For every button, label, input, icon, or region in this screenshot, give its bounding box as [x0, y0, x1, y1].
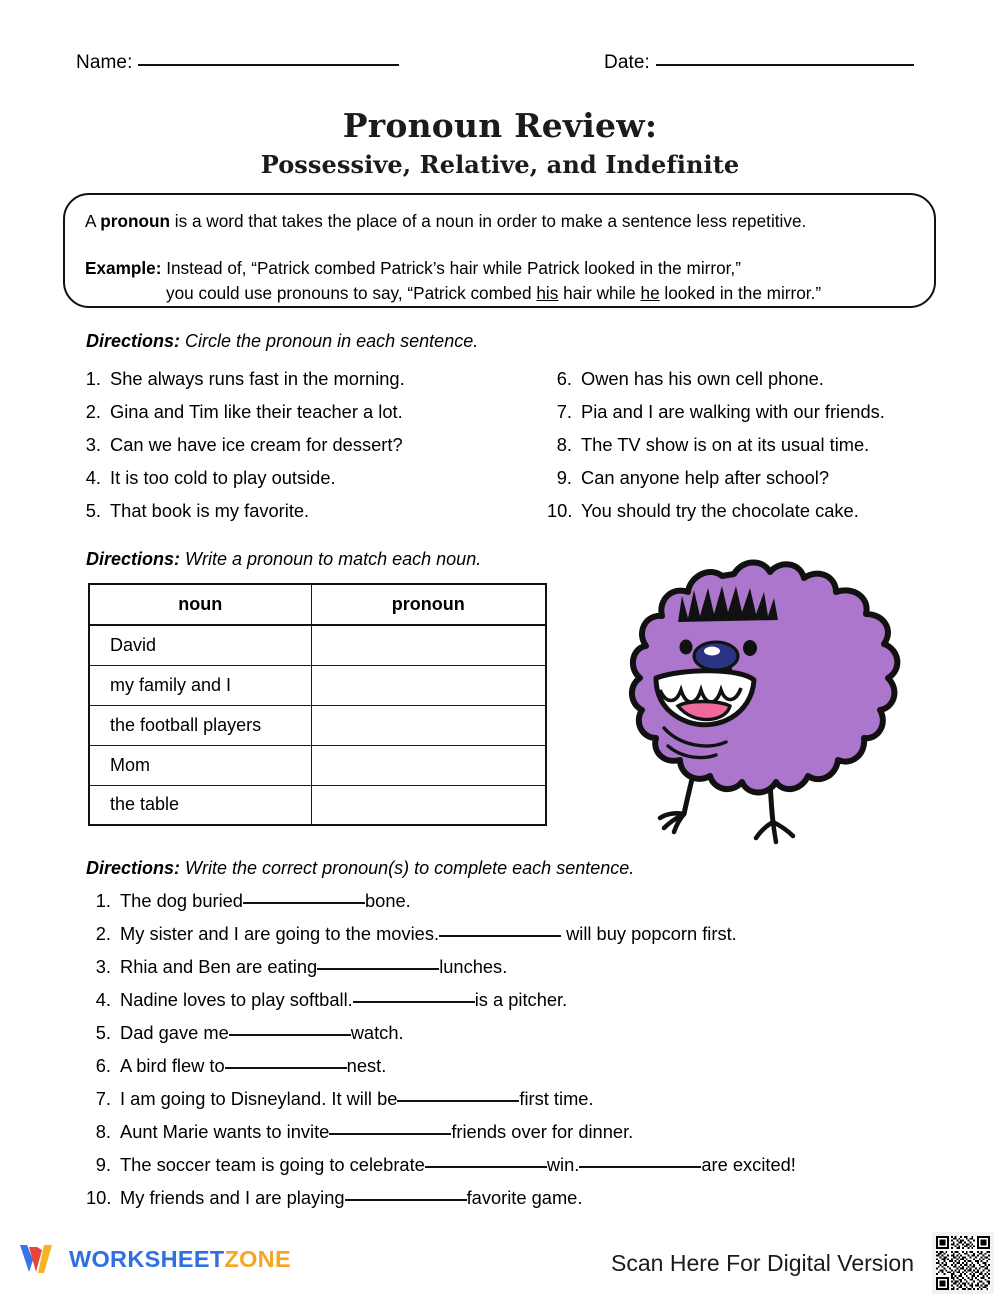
- item-text: She always runs fast in the morning.: [110, 368, 405, 389]
- cell-pronoun-answer[interactable]: [311, 785, 546, 825]
- directions-exercise-1: [86, 331, 478, 352]
- date-label: Date:: [604, 52, 650, 73]
- table-row: [89, 625, 546, 665]
- item-number: 2.: [95, 923, 111, 944]
- item-text: Gina and Tim like their teacher a lot.: [110, 401, 403, 422]
- item-number: 4.: [85, 467, 101, 488]
- item-text-part: will buy popcorn first.: [566, 923, 737, 944]
- item-number: 8.: [556, 434, 572, 455]
- item-text-part: Aunt Marie wants to invite: [120, 1121, 330, 1142]
- monster-eye-right: [743, 640, 757, 656]
- logo-word-zone: ZONE: [224, 1245, 291, 1272]
- cell-pronoun-answer[interactable]: [311, 745, 546, 785]
- item-number: 10.: [86, 1187, 112, 1208]
- example-line2-b: hair while: [558, 282, 641, 303]
- fill-in-item[interactable]: [86, 1022, 1000, 1055]
- list-item[interactable]: [76, 434, 546, 467]
- list-item[interactable]: [76, 500, 546, 533]
- item-text-part: are excited!: [701, 1154, 796, 1175]
- page-title: Pronoun Review:: [342, 106, 658, 145]
- cell-noun: the football players: [89, 705, 311, 745]
- fill-in-item[interactable]: [86, 1088, 1000, 1121]
- cell-noun: my family and I: [89, 665, 311, 705]
- answer-blank[interactable]: [425, 1166, 547, 1168]
- item-text: Can we have ice cream for dessert?: [110, 434, 403, 455]
- list-item[interactable]: [547, 434, 987, 467]
- qr-code[interactable]: [932, 1232, 994, 1294]
- item-text-part: friends over for dinner.: [451, 1121, 634, 1142]
- directions-text-2: Write a pronoun to match each noun.: [180, 549, 482, 569]
- example-pronoun-he: he: [640, 282, 660, 303]
- item-number: 3.: [85, 434, 101, 455]
- monster-nose-highlight: [704, 647, 720, 656]
- item-text-part: The dog buried: [120, 890, 243, 911]
- logo-wordmark: [69, 1246, 291, 1273]
- exercise-3-list: [0, 890, 1000, 1220]
- table-header-row: [89, 584, 546, 625]
- item-text-part: is a pitcher.: [474, 989, 568, 1010]
- fill-in-item[interactable]: [86, 1121, 1000, 1154]
- name-field[interactable]: [76, 52, 399, 74]
- item-text-part: win.: [546, 1154, 580, 1175]
- answer-blank[interactable]: [329, 1133, 451, 1135]
- directions-label-2: Directions:: [86, 549, 181, 569]
- definition-text-a: A: [85, 211, 101, 231]
- fill-in-item[interactable]: [86, 890, 1000, 923]
- item-text-part: Dad gave me: [120, 1022, 229, 1043]
- logo-word-worksheet: WORKSHEET: [69, 1245, 225, 1272]
- item-text: It is too cold to play outside.: [110, 467, 336, 488]
- item-text: Can anyone help after school?: [581, 467, 829, 488]
- answer-blank[interactable]: [397, 1100, 519, 1102]
- fill-in-item[interactable]: [86, 1055, 1000, 1088]
- page-footer: [0, 1232, 1000, 1294]
- name-write-line[interactable]: [138, 64, 399, 66]
- cell-noun: David: [89, 625, 311, 665]
- list-item[interactable]: [76, 467, 546, 500]
- directions-exercise-3: [86, 858, 634, 879]
- example-line2-a: you could use pronouns to say, “Patrick combed: [166, 282, 537, 303]
- list-item[interactable]: [547, 368, 987, 401]
- cell-pronoun-answer[interactable]: [311, 705, 546, 745]
- item-number: 9.: [556, 467, 572, 488]
- example-label: Example:: [85, 258, 162, 279]
- item-number: 7.: [95, 1088, 111, 1109]
- table-row: [89, 785, 546, 825]
- fill-in-item[interactable]: [86, 923, 1000, 956]
- item-text-part: A bird flew to: [120, 1055, 225, 1076]
- cell-pronoun-answer[interactable]: [311, 665, 546, 705]
- item-text-part: bone.: [364, 890, 411, 911]
- noun-pronoun-table: [88, 583, 547, 826]
- item-text-part: The soccer team is going to celebrate: [120, 1154, 425, 1175]
- date-field[interactable]: [604, 52, 914, 74]
- directions-label-1: Directions:: [86, 331, 181, 351]
- definition-keyword: pronoun: [100, 211, 170, 231]
- column-header-noun: noun: [89, 584, 311, 625]
- item-number: 3.: [95, 956, 111, 977]
- directions-text-1: Circle the pronoun in each sentence.: [180, 331, 479, 351]
- worksheet-zone-logo[interactable]: [18, 1242, 291, 1276]
- definition-text-b: is a word that takes the place of a noun in order to make a sentence less repetitive.: [169, 211, 807, 231]
- definition-box: [63, 193, 936, 308]
- item-text-part: watch.: [350, 1022, 404, 1043]
- list-item[interactable]: [547, 467, 987, 500]
- header-fields: [0, 52, 1000, 86]
- monster-nose: [694, 642, 738, 670]
- fill-in-item[interactable]: [86, 989, 1000, 1022]
- item-number: 2.: [85, 401, 101, 422]
- item-text-part: first time.: [519, 1088, 594, 1109]
- cell-noun: Mom: [89, 745, 311, 785]
- answer-blank[interactable]: [439, 935, 561, 937]
- item-number: 10.: [547, 500, 573, 521]
- item-number: 7.: [556, 401, 572, 422]
- purple-monster-illustration: [622, 556, 902, 846]
- fill-in-item[interactable]: [86, 1187, 1000, 1220]
- answer-blank[interactable]: [345, 1199, 467, 1201]
- list-item[interactable]: [547, 500, 987, 533]
- item-number: 6.: [556, 368, 572, 389]
- exercise-1-right-column: [547, 368, 987, 533]
- cell-noun: the table: [89, 785, 311, 825]
- example-line1-text: Instead of, “Patrick combed Patrick’s hair while Patrick looked in the mirror,”: [161, 258, 741, 279]
- definition-example: [85, 256, 914, 305]
- item-text-part: Nadine loves to play softball.: [120, 989, 353, 1010]
- fill-in-item[interactable]: [86, 956, 1000, 989]
- list-item[interactable]: [76, 401, 546, 434]
- answer-blank[interactable]: [229, 1034, 351, 1036]
- directions-label-3: Directions:: [86, 858, 181, 878]
- example-pronoun-his: his: [536, 282, 559, 303]
- fill-in-item[interactable]: [86, 1154, 1000, 1187]
- item-number: 5.: [85, 500, 101, 521]
- w-logo-icon: [18, 1242, 60, 1276]
- example-line-1: [85, 256, 914, 280]
- item-number: 4.: [95, 989, 111, 1010]
- item-text: The TV show is on at its usual time.: [581, 434, 870, 455]
- answer-blank[interactable]: [353, 1001, 475, 1003]
- item-number: 6.: [95, 1055, 111, 1076]
- item-text-part: lunches.: [439, 956, 508, 977]
- column-header-pronoun: pronoun: [311, 584, 546, 625]
- table-row: [89, 705, 546, 745]
- item-text-part: favorite game.: [466, 1187, 583, 1208]
- definition-sentence: [85, 209, 914, 233]
- item-text: Owen has his own cell phone.: [581, 368, 824, 389]
- exercise-1-left-column: [76, 368, 546, 533]
- item-text-part: My sister and I are going to the movies.: [120, 923, 440, 944]
- directions-exercise-2: [86, 549, 481, 570]
- answer-blank[interactable]: [317, 968, 439, 970]
- item-number: 9.: [95, 1154, 111, 1175]
- item-text: You should try the chocolate cake.: [581, 500, 859, 521]
- answer-blank-second[interactable]: [579, 1166, 701, 1168]
- scan-prompt-text: Scan Here For Digital Version: [611, 1250, 914, 1276]
- item-text: Pia and I are walking with our friends.: [581, 401, 885, 422]
- item-text-part: Rhia and Ben are eating: [120, 956, 318, 977]
- name-label: Name:: [76, 52, 133, 73]
- table-row: [89, 665, 546, 705]
- directions-text-3: Write the correct pronoun(s) to complete each sentence.: [180, 858, 635, 878]
- item-text-part: I am going to Disneyland. It will be: [120, 1088, 398, 1109]
- item-number: 5.: [95, 1022, 111, 1043]
- list-item[interactable]: [547, 401, 987, 434]
- item-number: 1.: [95, 890, 111, 911]
- answer-blank[interactable]: [243, 902, 365, 904]
- page-subtitle: Possessive, Relative, and Indefinite: [260, 150, 740, 179]
- answer-blank[interactable]: [225, 1067, 347, 1069]
- table-row: [89, 745, 546, 785]
- item-text-part: nest.: [346, 1055, 387, 1076]
- item-text: That book is my favorite.: [110, 500, 310, 521]
- monster-eye-left: [680, 640, 693, 655]
- item-number: 8.: [95, 1121, 111, 1142]
- example-line2-c: looked in the mirror.”: [659, 282, 822, 303]
- list-item[interactable]: [76, 368, 546, 401]
- example-line-2: [166, 281, 914, 305]
- cell-pronoun-answer[interactable]: [311, 625, 546, 665]
- item-number: 1.: [85, 368, 101, 389]
- item-text-part: My friends and I are playing: [120, 1187, 345, 1208]
- date-write-line[interactable]: [656, 64, 914, 66]
